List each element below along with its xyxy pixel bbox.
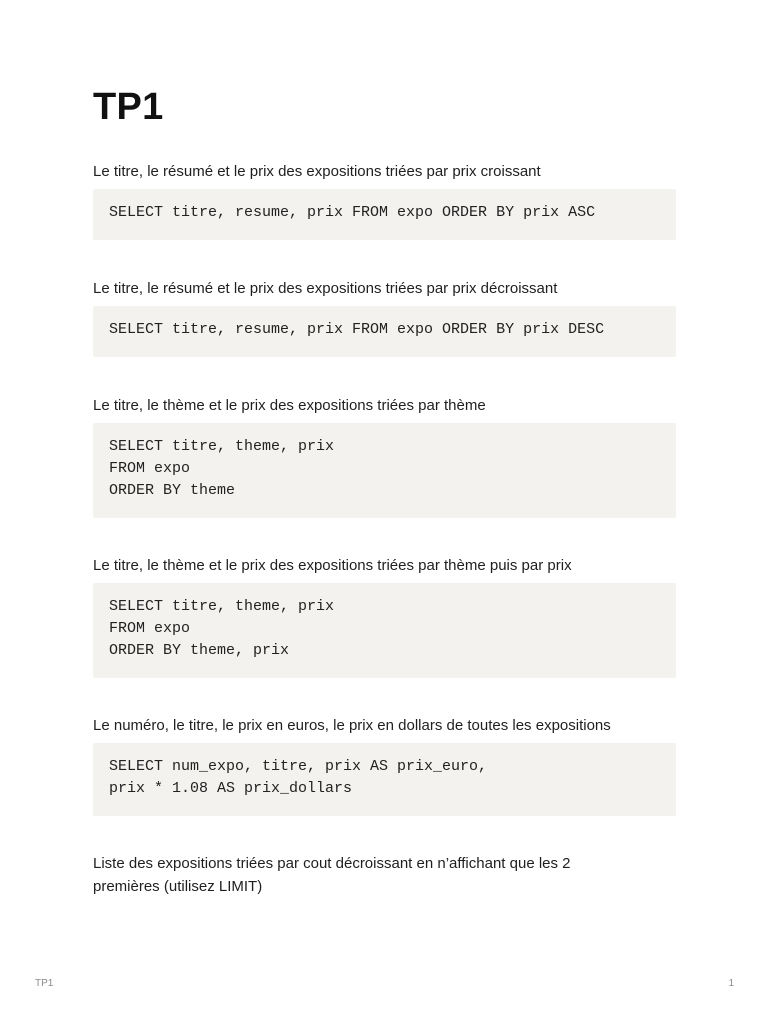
code-block-4[interactable] <box>93 583 676 678</box>
code-block-5[interactable] <box>93 743 676 816</box>
question-6-line: Liste des expositions triées par cout décroissant en n’affichant que les 2 <box>93 855 571 872</box>
footer-document-title: TP1 <box>35 978 54 989</box>
code-line: prix * 1.08 AS prix_dollars <box>109 780 353 797</box>
page-title: TP1 <box>93 86 164 128</box>
code-block-2[interactable] <box>93 306 676 357</box>
code-block-1[interactable] <box>93 189 676 240</box>
code-line: SELECT titre, resume, prix FROM expo ORDER BY prix DESC <box>109 321 605 338</box>
question-6-line: premières (utilisez LIMIT) <box>93 878 263 895</box>
footer-page-number: 1 <box>728 978 734 989</box>
question-5: Le numéro, le titre, le prix en euros, le prix en dollars de toutes les expositions <box>93 717 611 734</box>
question-4: Le titre, le thème et le prix des expositions triées par thème puis par prix <box>93 557 572 574</box>
code-line: ORDER BY theme <box>109 482 236 499</box>
code-line: SELECT titre, theme, prix <box>109 598 335 615</box>
code-line: ORDER BY theme, prix <box>109 642 290 659</box>
question-6 <box>93 852 676 898</box>
question-2: Le titre, le résumé et le prix des expositions triées par prix décroissant <box>93 280 558 297</box>
code-line: FROM expo <box>109 620 191 637</box>
code-block-3[interactable] <box>93 423 676 518</box>
question-3: Le titre, le thème et le prix des expositions triées par thème <box>93 397 486 414</box>
code-line: SELECT titre, theme, prix <box>109 438 335 455</box>
question-1: Le titre, le résumé et le prix des expositions triées par prix croissant <box>93 163 541 180</box>
code-line: SELECT titre, resume, prix FROM expo ORDER BY prix ASC <box>109 204 596 221</box>
code-line: FROM expo <box>109 460 191 477</box>
code-line: SELECT num_expo, titre, prix AS prix_euro, <box>109 758 488 775</box>
